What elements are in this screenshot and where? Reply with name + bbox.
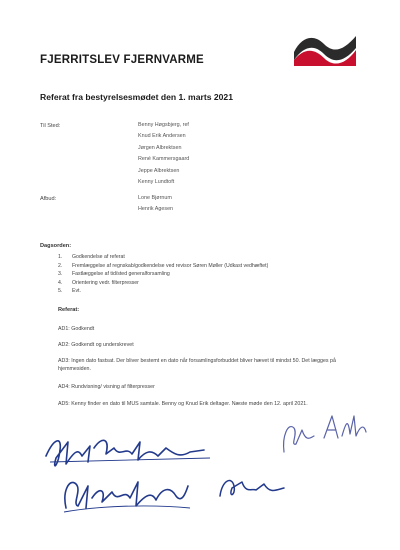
agenda-list [58,253,268,296]
referat-item: AD4: Rundvisning/ visning af filterpresser [58,384,155,390]
referat-item: AD3: Ingen dato fastsat. Der bliver bestemt en dato når forsamlingsforbuddet bliver hævet til mindst 50. Det lægges på hjemmesiden. [58,358,336,372]
attendee-name: Jørgen Albrektsen [138,144,182,151]
fjernvarme-logo-icon [290,30,360,70]
agenda-item: 1. Godkendelse af referat [58,254,125,260]
organization-name: FJERRITSLEV FJERNVARME [40,54,204,66]
referat-label: Referat: [58,307,80,313]
attendee-name: Kenny Lundtoft [138,179,175,186]
absent-list [138,193,173,216]
referat-item: AD5: Kenny finder en dato til MUS samtale. Benny og Knud Erik deltager. Næste møde den 12. april 2021. [58,401,308,407]
agenda-label: Dagsorden: [40,243,72,249]
attendee-name: Knud Erik Andersen [138,133,186,140]
agenda-item: 4. Orientering vedr. filterpresser [58,279,139,286]
attendees-list [138,120,189,188]
attendee-name: Jeppe Albrektsen [138,167,180,174]
absent-name: Lone Bjørnum [138,195,172,201]
absent-name: Henrik Agesen [138,206,174,213]
attendee-name: Benny Høgsbjerg, ref [138,122,189,128]
signature-4-icon [276,416,322,460]
referat-item: AD2: Godkendt og underskrevet [58,342,134,348]
referat-item: AD1: Godkendt [58,326,95,332]
agenda-item: 2. Fremlæggelse af regnskab/godkendelse ved revisor Søren Møller (Udkast vedhæftet) [58,262,269,269]
signature-3-icon [214,466,294,506]
agenda-item: 3. Fastlæggelse af tid/sted generalforsamling [58,271,170,278]
attendee-name: René Kammersgaard [138,156,190,163]
attendees-label: Til Sted: [40,123,61,129]
agenda-item: 5. Evt. [58,288,81,295]
signature-5-icon [318,408,370,448]
signature-2-icon [58,468,198,518]
absent-label: Afbud: [40,196,57,202]
document-title: Referat fra bestyrelsesmødet den 1. marts 2021 [40,92,233,102]
